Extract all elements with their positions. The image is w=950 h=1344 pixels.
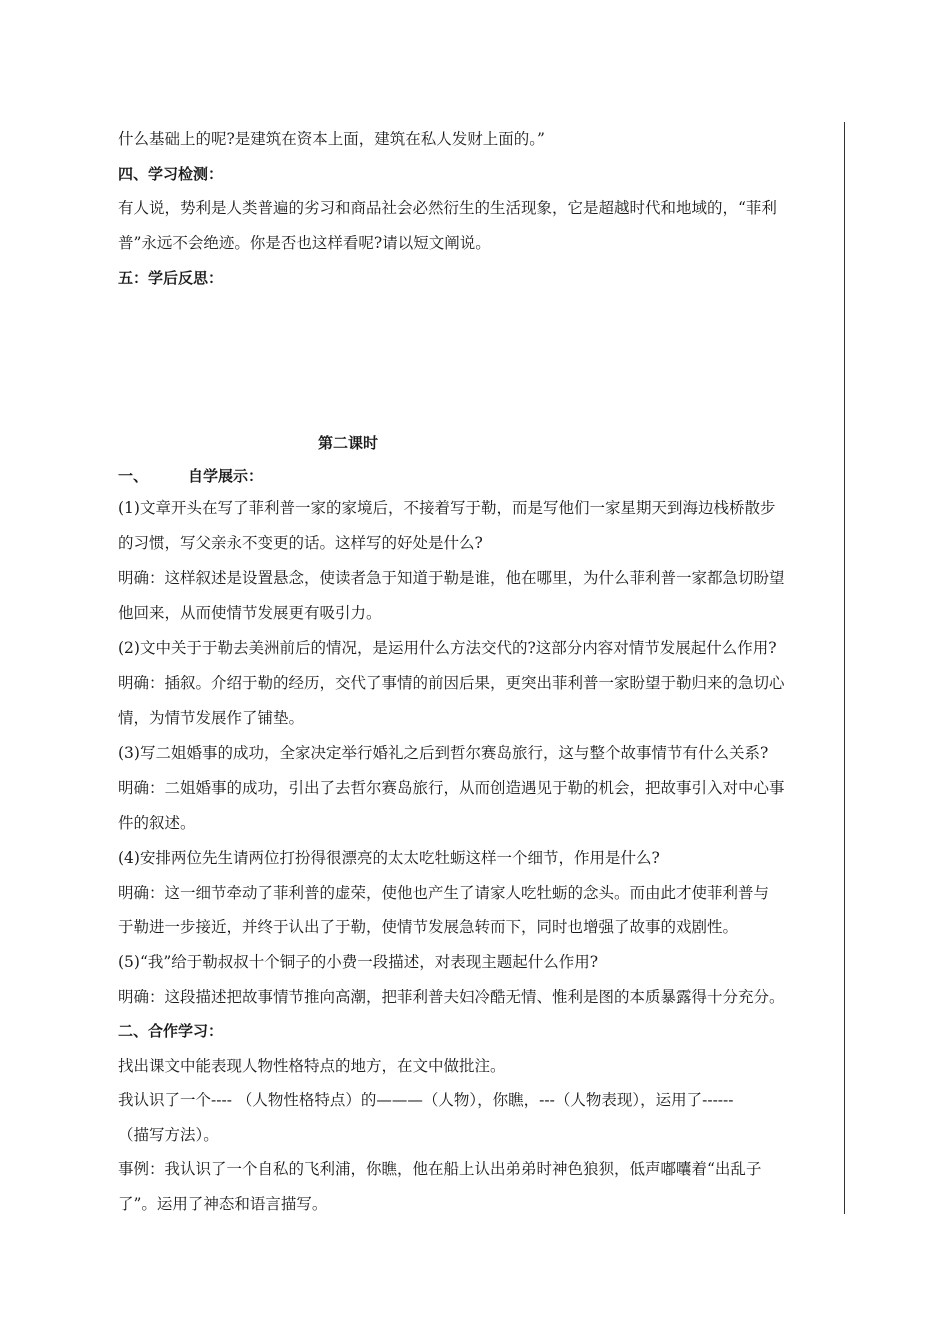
- text-line: 事例：我认识了一个自私的飞利浦，你瞧，他在船上认出弟弟时神色狼狈，低声嘟囔着“出乱子: [118, 1160, 762, 1178]
- section-heading-cooperation: 二、合作学习：: [118, 1022, 224, 1040]
- text-line: 的习惯，写父亲永不变更的话。这样写的好处是什么?: [118, 534, 483, 552]
- text-line: 明确：插叙。介绍于勒的经历，交代了事情的前因后果，更突出菲利普一家盼望于勒归来的急切心: [118, 674, 785, 692]
- text-line: 我认识了一个---- （人物性格特点）的———（人物），你瞧，---（人物表现），运用了------: [118, 1091, 734, 1109]
- section-heading-reflection: 五：学后反思：: [118, 269, 224, 287]
- text-line: 普”永远不会绝迹。你是否也这样看呢?请以短文阐说。: [118, 234, 491, 252]
- text-line: (2)文中关于于勒去美洲前后的情况，是运用什么方法交代的?这部分内容对情节发展起什么作用?: [118, 639, 777, 657]
- text-line: 情，为情节发展作了铺垫。: [118, 709, 305, 727]
- text-line: （描写方法）。: [118, 1126, 219, 1144]
- section-title: 自学展示：: [188, 467, 264, 485]
- right-margin-rule: [844, 122, 845, 1214]
- section-heading-self-study: [118, 466, 838, 486]
- section-heading-check: 四、学习检测：: [118, 165, 224, 183]
- text-line: 件的叙述。: [118, 814, 196, 832]
- text-line: 明确：二姐婚事的成功，引出了去哲尔赛岛旅行，从而创造遇见于勒的机会，把故事引入对中心事: [118, 779, 785, 797]
- text-line: (4)安排两位先生请两位打扮得很漂亮的太太吃牡蛎这样一个细节，作用是什么?: [118, 849, 660, 867]
- text-line: 了”。运用了神态和语言描写。: [118, 1195, 328, 1213]
- text-line: 明确：这样叙述是设置悬念，使读者急于知道于勒是谁，他在哪里，为什么菲利普一家都急切盼望: [118, 569, 785, 587]
- lesson-title: 第二课时: [318, 434, 379, 452]
- section-number: 一、: [118, 467, 149, 485]
- text-line: 什么基础上的呢?是建筑在资本上面，建筑在私人发财上面的。”: [118, 130, 545, 148]
- text-line: 找出课文中能表现人物性格特点的地方，在文中做批注。: [118, 1057, 506, 1075]
- text-line: (5)“我”给于勒叔叔十个铜子的小费一段描述，对表现主题起什么作用?: [118, 953, 599, 971]
- text-line: 于勒进一步接近，并终于认出了于勒，使情节发展急转而下，同时也增强了故事的戏剧性。: [118, 918, 739, 936]
- text-line: 他回来，从而使情节发展更有吸引力。: [118, 604, 382, 622]
- text-line: 有人说，势利是人类普遍的劣习和商品社会必然衍生的生活现象，它是超越时代和地域的，“菲利: [118, 199, 777, 217]
- text-line: 明确：这段描述把故事情节推向高潮，把菲利普夫妇冷酷无情、惟利是图的本质暴露得十分充分。: [118, 988, 785, 1006]
- text-line: (3)写二姐婚事的成功，全家决定举行婚礼之后到哲尔赛岛旅行，这与整个故事情节有什么关系?: [118, 744, 769, 762]
- text-line: (1)文章开头在写了菲利普一家的家境后，不接着写于勒，而是写他们一家星期天到海边栈桥散步: [118, 499, 776, 517]
- text-line: 明确：这一细节牵动了菲利普的虚荣，使他也产生了请家人吃牡蛎的念头。而由此才使菲利普与: [118, 884, 770, 902]
